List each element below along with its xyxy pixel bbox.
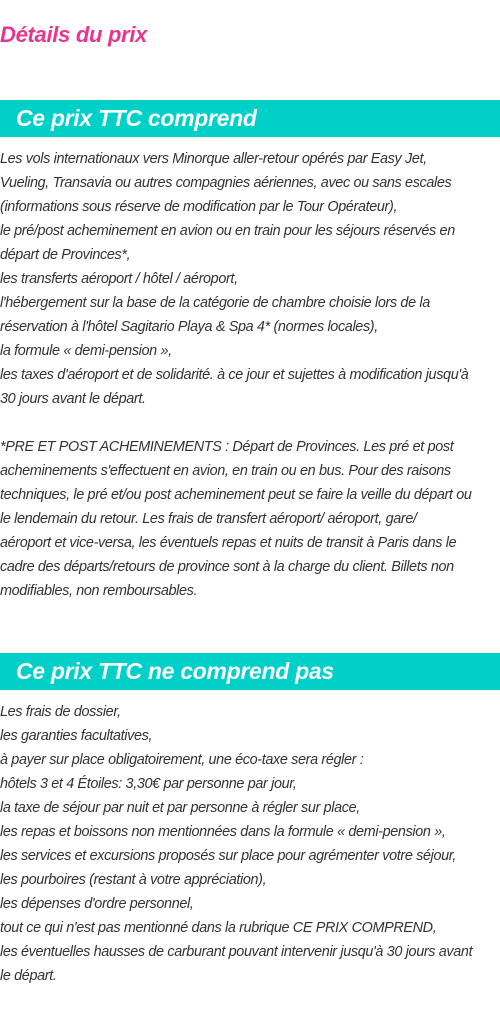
- included-line: Vueling, Transavia ou autres compagnies aériennes, avec ou sans escales: [0, 175, 452, 191]
- included-line: 30 jours avant le départ.: [0, 391, 146, 407]
- included-line: les transferts aéroport / hôtel / aéroport,: [0, 271, 238, 287]
- included-line: les taxes d'aéroport et de solidarité. à ce jour et sujettes à modification jusqu'à: [0, 367, 469, 383]
- included-line: réservation à l'hôtel Sagitario Playa & Spa 4* (normes locales),: [0, 319, 378, 335]
- excluded-line: à payer sur place obligatoirement, une éco-taxe sera régler :: [0, 752, 364, 768]
- excluded-line: les éventuelles hausses de carburant pouvant intervenir jusqu'à 30 jours avant: [0, 944, 473, 960]
- excluded-list: [0, 700, 500, 988]
- acheminement-note-line: techniques, le pré et/ou post acheminement peut se faire la veille du départ ou: [0, 487, 472, 503]
- excluded-line: la taxe de séjour par nuit et par personne à régler sur place,: [0, 800, 360, 816]
- included-section-header: Ce prix TTC comprend: [0, 100, 500, 137]
- excluded-line: les repas et boissons non mentionnées dans la formule « demi-pension »,: [0, 824, 446, 840]
- page-title: Détails du prix: [0, 22, 148, 47]
- excluded-line: les services et excursions proposés sur place pour agrémenter votre séjour,: [0, 848, 457, 864]
- acheminement-note-line: cadre des départs/retours de province sont à la charge du client. Billets non: [0, 559, 454, 575]
- excluded-line: les pourboires (restant à votre appréciation),: [0, 872, 267, 888]
- excluded-section-header: Ce prix TTC ne comprend pas: [0, 653, 500, 690]
- included-line: (informations sous réserve de modification par le Tour Opérateur),: [0, 199, 398, 215]
- excluded-line: les dépenses d'ordre personnel,: [0, 896, 194, 912]
- excluded-line: le départ.: [0, 968, 57, 984]
- acheminement-note-line: aéroport et vice-versa, les éventuels repas et nuits de transit à Paris dans le: [0, 535, 457, 551]
- excluded-line: Les frais de dossier,: [0, 704, 121, 720]
- included-line: le pré/post acheminement en avion ou en train pour les séjours réservés en: [0, 223, 455, 239]
- acheminement-note-line: *PRE ET POST ACHEMINEMENTS : Départ de Provinces. Les pré et post: [0, 439, 454, 455]
- included-line: départ de Provinces*,: [0, 247, 131, 263]
- included-line: l'hébergement sur la base de la catégorie de chambre choisie lors de la: [0, 295, 430, 311]
- acheminement-note-line: acheminements s'effectuent en avion, en train ou en bus. Pour des raisons: [0, 463, 451, 479]
- included-list: [0, 147, 500, 603]
- excluded-line: tout ce qui n'est pas mentionné dans la rubrique CE PRIX COMPREND,: [0, 920, 437, 936]
- excluded-line: les garanties facultatives,: [0, 728, 153, 744]
- included-line: la formule « demi-pension »,: [0, 343, 172, 359]
- acheminement-note-line: le lendemain du retour. Les frais de transfert aéroport/ aéroport, gare/: [0, 511, 417, 527]
- included-line: Les vols internationaux vers Minorque aller-retour opérés par Easy Jet,: [0, 151, 427, 167]
- acheminement-note-line: modifiables, non remboursables.: [0, 583, 198, 599]
- excluded-line: hôtels 3 et 4 Étoiles: 3,30€ par personne par jour,: [0, 776, 297, 792]
